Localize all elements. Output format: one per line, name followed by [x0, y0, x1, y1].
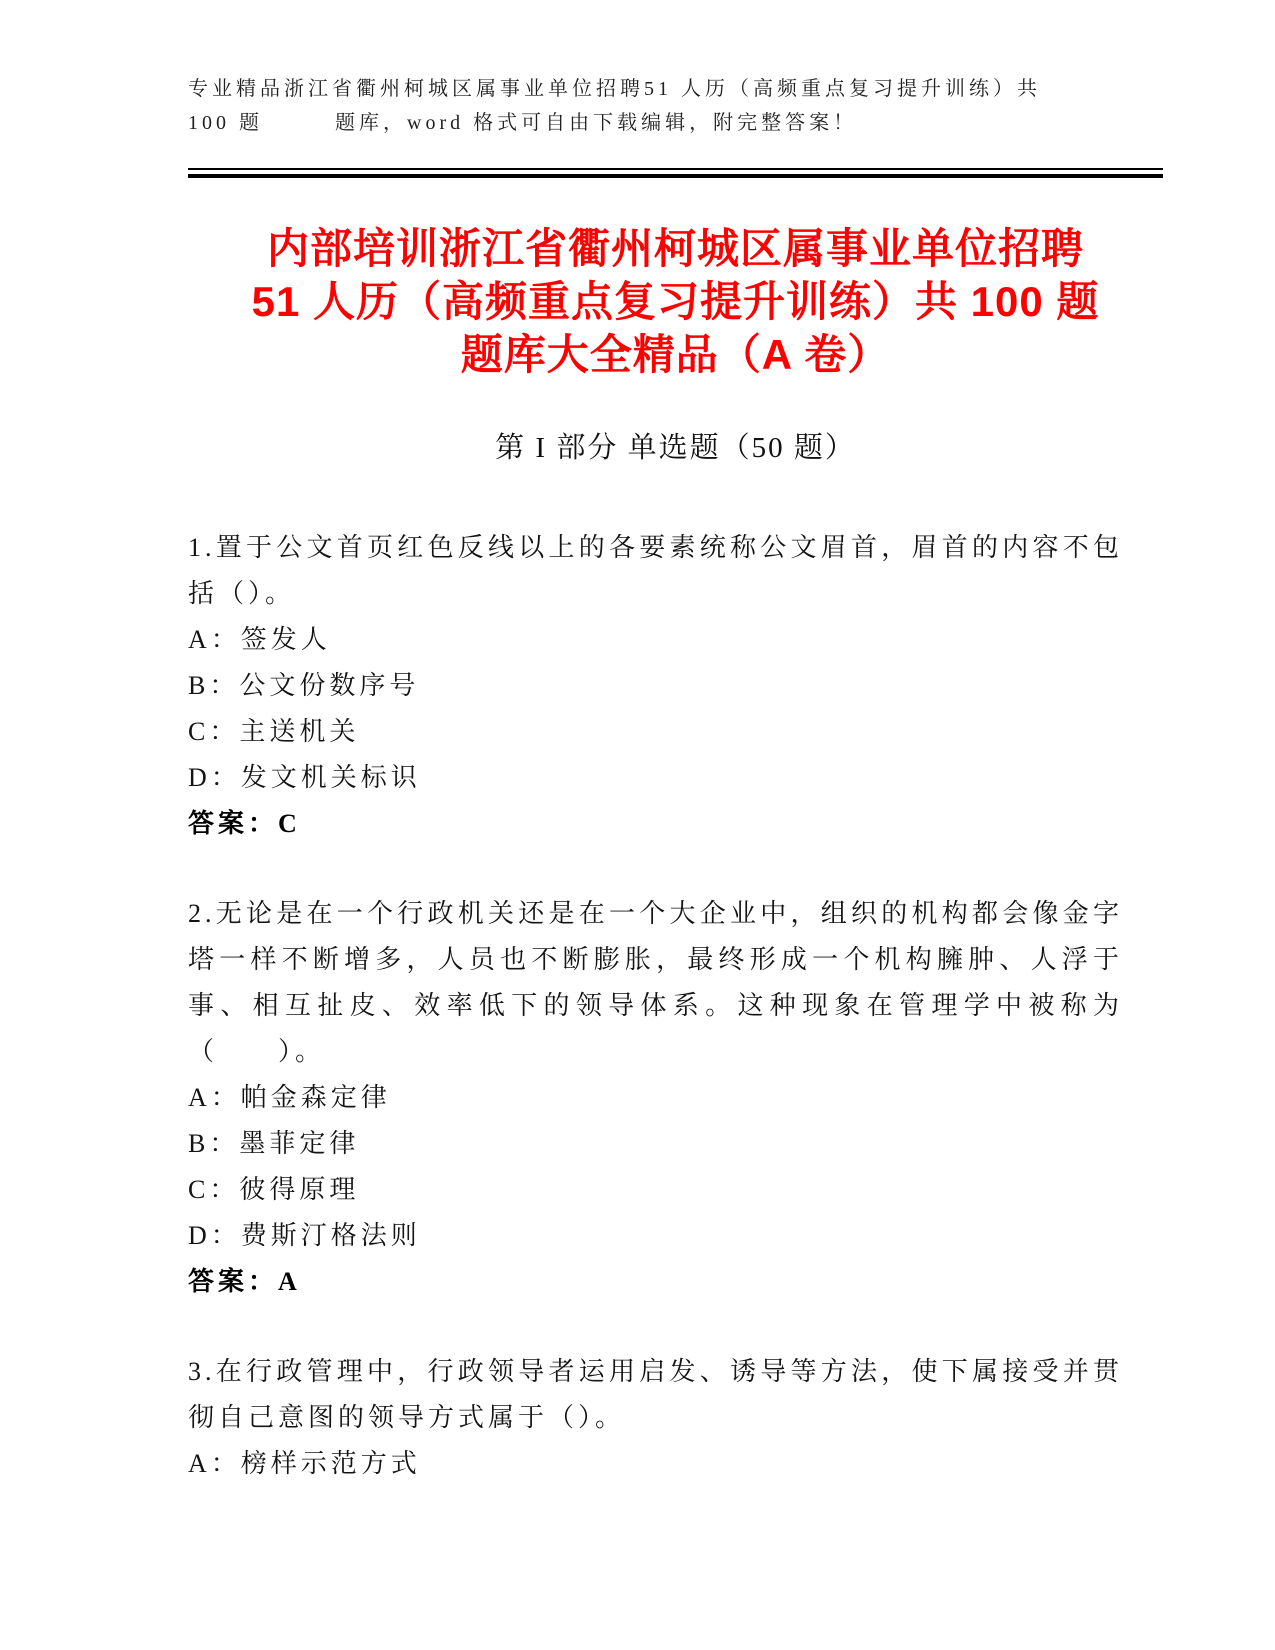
- question-block-2: [188, 891, 1123, 1305]
- answer-line: 答案：A: [188, 1267, 301, 1296]
- section-heading: 第 I 部分 单选题（50 题）: [495, 432, 856, 464]
- option-c: C：主送机关: [188, 717, 360, 746]
- header-divider-rule: [188, 168, 1163, 178]
- page-content: [188, 0, 1163, 1531]
- option-b: B：公文份数序号: [188, 671, 420, 700]
- running-header: [188, 0, 1163, 140]
- answer-line: 答案：C: [188, 809, 301, 838]
- header-line-1: 专业精品浙江省衢州柯城区属事业单位招聘51 人历（高频重点复习提升训练）共: [188, 78, 1041, 100]
- option-b: B：墨菲定律: [188, 1129, 360, 1158]
- question-text: 3.在行政管理中，行政领导者运用启发、诱导等方法，使下属接受并贯彻自己意图的领导方式属于（）。: [188, 1357, 1123, 1432]
- question-list: [188, 525, 1123, 1487]
- question-block-1: [188, 525, 1123, 847]
- title-line-1: 内部培训浙江省衢州柯城区属事业单位招聘: [266, 225, 1084, 272]
- option-a: A：帕金森定律: [188, 1083, 391, 1112]
- option-c: C：彼得原理: [188, 1175, 360, 1204]
- question-text: 2.无论是在一个行政机关还是在一个大企业中，组织的机构都会像金字塔一样不断增多，人员也不断膨胀，最终形成一个机构臃肿、人浮于事、相互扯皮、效率低下的领导体系。这种现象在管理学中被称为（ ）。: [188, 899, 1123, 1066]
- option-d: D：费斯汀格法则: [188, 1221, 421, 1250]
- option-a: A：签发人: [188, 625, 331, 654]
- header-line-2: 100 题 题库，word 格式可自由下载编辑，附完整答案！: [188, 112, 858, 134]
- title-line-3: 题库大全精品（A 卷）: [460, 331, 891, 378]
- option-a: A：榜样示范方式: [188, 1449, 421, 1478]
- title-line-2: 51 人历（高频重点复习提升训练）共 100 题: [251, 278, 1100, 325]
- document-title: [188, 222, 1163, 381]
- question-block-3: [188, 1349, 1123, 1487]
- option-d: D：发文机关标识: [188, 763, 421, 792]
- question-text: 1.置于公文首页红色反线以上的各要素统称公文眉首，眉首的内容不包括（）。: [188, 533, 1123, 608]
